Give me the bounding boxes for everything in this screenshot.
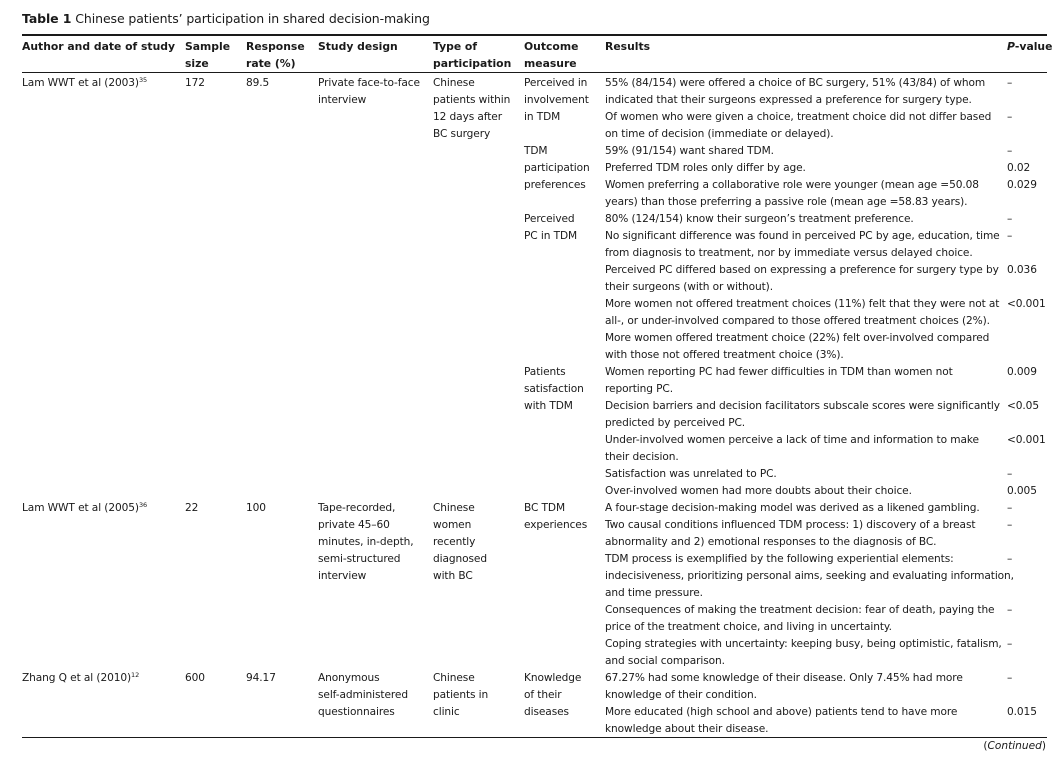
outcome-measure <box>524 500 587 534</box>
result-text-line: Decision barriers and decision facilitators subscale scores were significantly <box>605 400 1000 412</box>
p-value: 0.036 <box>1007 264 1037 276</box>
study-design-line: minutes, in-depth, <box>318 536 414 548</box>
response-rate: 100 <box>246 502 266 514</box>
result-text-line: Consequences of making the treatment decision: fear of death, paying the <box>605 604 995 616</box>
p-value: – <box>1007 553 1013 565</box>
result-text <box>605 500 980 517</box>
outcome-measure <box>524 670 581 721</box>
result-text-line: years) than those preferring a passive role (mean age =58.83 years). <box>605 196 968 208</box>
study-author <box>22 670 139 687</box>
study-design-line: Tape-recorded, <box>318 502 396 514</box>
p-value: 0.005 <box>1007 485 1037 497</box>
participation-type-line: Chinese <box>433 502 475 514</box>
participation-type <box>433 500 487 585</box>
result-text <box>605 143 774 160</box>
result-text-line: Women reporting PC had fewer difficulties in TDM than women not <box>605 366 953 378</box>
result-text-line: from diagnosis to treatment, nor by immediate versus delayed choice. <box>605 247 973 259</box>
participation-type-line: with BC <box>433 570 473 582</box>
p-value: <0.05 <box>1007 400 1039 412</box>
result-text-line: knowledge about their disease. <box>605 723 769 735</box>
study-design <box>318 75 420 109</box>
study-design-line: questionnaires <box>318 706 395 718</box>
outcome-measure-line: experiences <box>524 519 588 531</box>
result-text <box>605 398 1000 432</box>
result-text-line: and social comparison. <box>605 655 725 667</box>
study-design-line: self-administered <box>318 689 408 701</box>
result-text <box>605 262 999 296</box>
result-text-line: predicted by perceived PC. <box>605 417 746 429</box>
result-text <box>605 636 1002 670</box>
p-value: <0.001 <box>1007 434 1046 446</box>
header-response-rate: Response rate (%) <box>246 40 305 70</box>
result-text-line: TDM process is exemplified by the following experiential elements: <box>605 553 954 565</box>
participation-type-line: women <box>433 519 472 531</box>
result-text-line: with those not offered treatment choice (3%). <box>605 349 844 361</box>
result-text-line: Perceived PC differed based on expressing a preference for surgery type by <box>605 264 999 276</box>
author-text: Lam WWT et al (2003) <box>22 77 139 89</box>
reference-number: 12 <box>131 671 140 679</box>
result-text <box>605 211 914 228</box>
participation-type-line: patients within <box>433 94 511 106</box>
participation-type-line: recently <box>433 536 476 548</box>
outcome-measure-line: participation <box>524 162 590 174</box>
result-text-line: their decision. <box>605 451 679 463</box>
result-text-line: knowledge of their condition. <box>605 689 757 701</box>
outcome-measure-line: BC TDM <box>524 502 566 514</box>
header-type-of-participation: Type of participation <box>433 40 512 70</box>
p-value: – <box>1007 213 1013 225</box>
study-author <box>22 500 147 517</box>
outcome-measure-line: of their <box>524 689 562 701</box>
result-text-line: Satisfaction was unrelated to PC. <box>605 468 777 480</box>
result-text-line: and time pressure. <box>605 587 703 599</box>
result-text-line: No significant difference was found in perceived PC by age, education, time <box>605 230 1000 242</box>
study-design-line: private 45–60 <box>318 519 390 531</box>
sample-size: 600 <box>185 672 205 684</box>
table-header-rule <box>22 72 1047 73</box>
result-text-line: Under-involved women perceive a lack of time and information to make <box>605 434 979 446</box>
p-value: – <box>1007 672 1013 684</box>
p-value: – <box>1007 230 1013 242</box>
p-value: <0.001 <box>1007 298 1046 310</box>
participation-type <box>433 670 488 721</box>
p-value: – <box>1007 638 1013 650</box>
result-text <box>605 517 975 551</box>
table-title: Chinese patients’ participation in shared decision-making <box>75 11 430 26</box>
result-text-line: price of the treatment choice, and living in uncertainty. <box>605 621 892 633</box>
header-study-design: Study design <box>318 40 398 53</box>
outcome-measure <box>524 364 584 415</box>
outcome-measure-line: satisfaction <box>524 383 584 395</box>
result-text-line: A four-stage decision-making model was derived as a likened gambling. <box>605 502 980 514</box>
sample-size: 172 <box>185 77 205 89</box>
result-text-line: indecisiveness, prioritizing personal aims, seeking and evaluating information, <box>605 570 1014 582</box>
result-text <box>605 75 985 109</box>
participation-type-line: clinic <box>433 706 460 718</box>
result-text-line: their surgeons (with or without). <box>605 281 773 293</box>
header-sample-size: Sample size <box>185 40 231 70</box>
result-text-line: abnormality and 2) emotional responses to the diagnosis of BC. <box>605 536 937 548</box>
outcome-measure <box>524 75 589 126</box>
continued-note: (Continued) <box>983 740 1046 752</box>
result-text <box>605 160 806 177</box>
author-text: Zhang Q et al (2010) <box>22 672 132 684</box>
response-rate: 94.17 <box>246 672 276 684</box>
header-p-value: P-value <box>1007 40 1053 53</box>
outcome-measure-line: Perceived <box>524 213 575 225</box>
table-bottom-rule <box>22 737 1047 738</box>
result-text <box>605 228 1000 262</box>
outcome-measure-line: with TDM <box>524 400 573 412</box>
result-text <box>605 432 979 466</box>
result-text-line: 80% (124/154) know their surgeon’s treatment preference. <box>605 213 914 225</box>
p-value: – <box>1007 468 1013 480</box>
result-text-line: 59% (91/154) want shared TDM. <box>605 145 774 157</box>
p-value: 0.029 <box>1007 179 1037 191</box>
outcome-measure-line: Patients <box>524 366 566 378</box>
result-text <box>605 109 991 143</box>
result-text-line: reporting PC. <box>605 383 673 395</box>
sample-size: 22 <box>185 502 199 514</box>
outcome-measure-line: Knowledge <box>524 672 582 684</box>
study-design <box>318 500 414 585</box>
result-text-line: Preferred TDM roles only differ by age. <box>605 162 806 174</box>
result-text-line: Of women who were given a choice, treatment choice did not differ based <box>605 111 992 123</box>
study-design-line: interview <box>318 570 367 582</box>
reference-number: 35 <box>138 76 148 84</box>
table-label: Table 1 <box>22 11 72 26</box>
header-outcome-measure: Outcome measure <box>524 40 579 70</box>
result-text-line: indicated that their surgeons expressed a preference for surgery type. <box>605 94 972 106</box>
result-text-line: Two causal conditions influenced TDM process: 1) discovery of a breast <box>605 519 976 531</box>
header-author: Author and date of study <box>22 40 176 53</box>
outcome-measure-line: Perceived in <box>524 77 588 89</box>
study-design-line: Anonymous <box>318 672 380 684</box>
p-value: 0.015 <box>1007 706 1037 718</box>
outcome-measure-line: in TDM <box>524 111 561 123</box>
response-rate: 89.5 <box>246 77 270 89</box>
result-text <box>605 177 979 211</box>
header-results: Results <box>605 40 651 53</box>
p-value: – <box>1007 502 1013 514</box>
study-author <box>22 75 147 92</box>
result-text-line: Over-involved women had more doubts about their choice. <box>605 485 912 497</box>
table-caption <box>22 11 430 26</box>
result-text <box>605 483 912 500</box>
result-text <box>605 330 989 364</box>
p-value: – <box>1007 519 1013 531</box>
result-text <box>605 364 953 398</box>
result-text-line: 67.27% had some knowledge of their disease. Only 7.45% had more <box>605 672 963 684</box>
result-text-line: all-, or under-involved compared to those offered treatment choices (2%). <box>605 315 990 327</box>
result-text <box>605 551 1014 602</box>
study-design-line: Private face-to-face <box>318 77 420 89</box>
study-design-line: interview <box>318 94 367 106</box>
table-top-rule <box>22 34 1047 36</box>
study-design <box>318 670 408 721</box>
result-text-line: Coping strategies with uncertainty: keeping busy, being optimistic, fatalism, <box>605 638 1002 650</box>
p-value: – <box>1007 77 1013 89</box>
author-text: Lam WWT et al (2005) <box>22 502 139 514</box>
result-text <box>605 602 994 636</box>
result-text-line: on time of decision (immediate or delayed). <box>605 128 834 140</box>
result-text <box>605 296 999 330</box>
participation-type-line: BC surgery <box>433 128 491 140</box>
result-text-line: More educated (high school and above) patients tend to have more <box>605 706 958 718</box>
reference-number: 36 <box>138 501 148 509</box>
participation-type-line: Chinese <box>433 77 475 89</box>
p-value: – <box>1007 604 1013 616</box>
result-text-line: Women preferring a collaborative role were younger (mean age =50.08 <box>605 179 979 191</box>
p-value: – <box>1007 111 1013 123</box>
outcome-measure <box>524 143 590 194</box>
p-value: 0.02 <box>1007 162 1031 174</box>
result-text <box>605 704 957 738</box>
result-text <box>605 670 963 704</box>
outcome-measure-line: involvement <box>524 94 589 106</box>
outcome-measure <box>524 211 577 245</box>
result-text-line: 55% (84/154) were offered a choice of BC surgery, 51% (43/84) of whom <box>605 77 986 89</box>
outcome-measure-line: PC in TDM <box>524 230 578 242</box>
participation-type-line: patients in <box>433 689 489 701</box>
outcome-measure-line: TDM <box>524 145 548 157</box>
outcome-measure-line: preferences <box>524 179 586 191</box>
result-text-line: More women not offered treatment choices (11%) felt that they were not at <box>605 298 1000 310</box>
result-text-line: More women offered treatment choice (22%) felt over-involved compared <box>605 332 990 344</box>
p-value: – <box>1007 145 1013 157</box>
participation-type <box>433 75 510 143</box>
participation-type-line: Chinese <box>433 672 475 684</box>
participation-type-line: diagnosed <box>433 553 487 565</box>
p-value: 0.009 <box>1007 366 1037 378</box>
result-text <box>605 466 777 483</box>
outcome-measure-line: diseases <box>524 706 569 718</box>
participation-type-line: 12 days after <box>433 111 502 123</box>
study-design-line: semi-structured <box>318 553 401 565</box>
